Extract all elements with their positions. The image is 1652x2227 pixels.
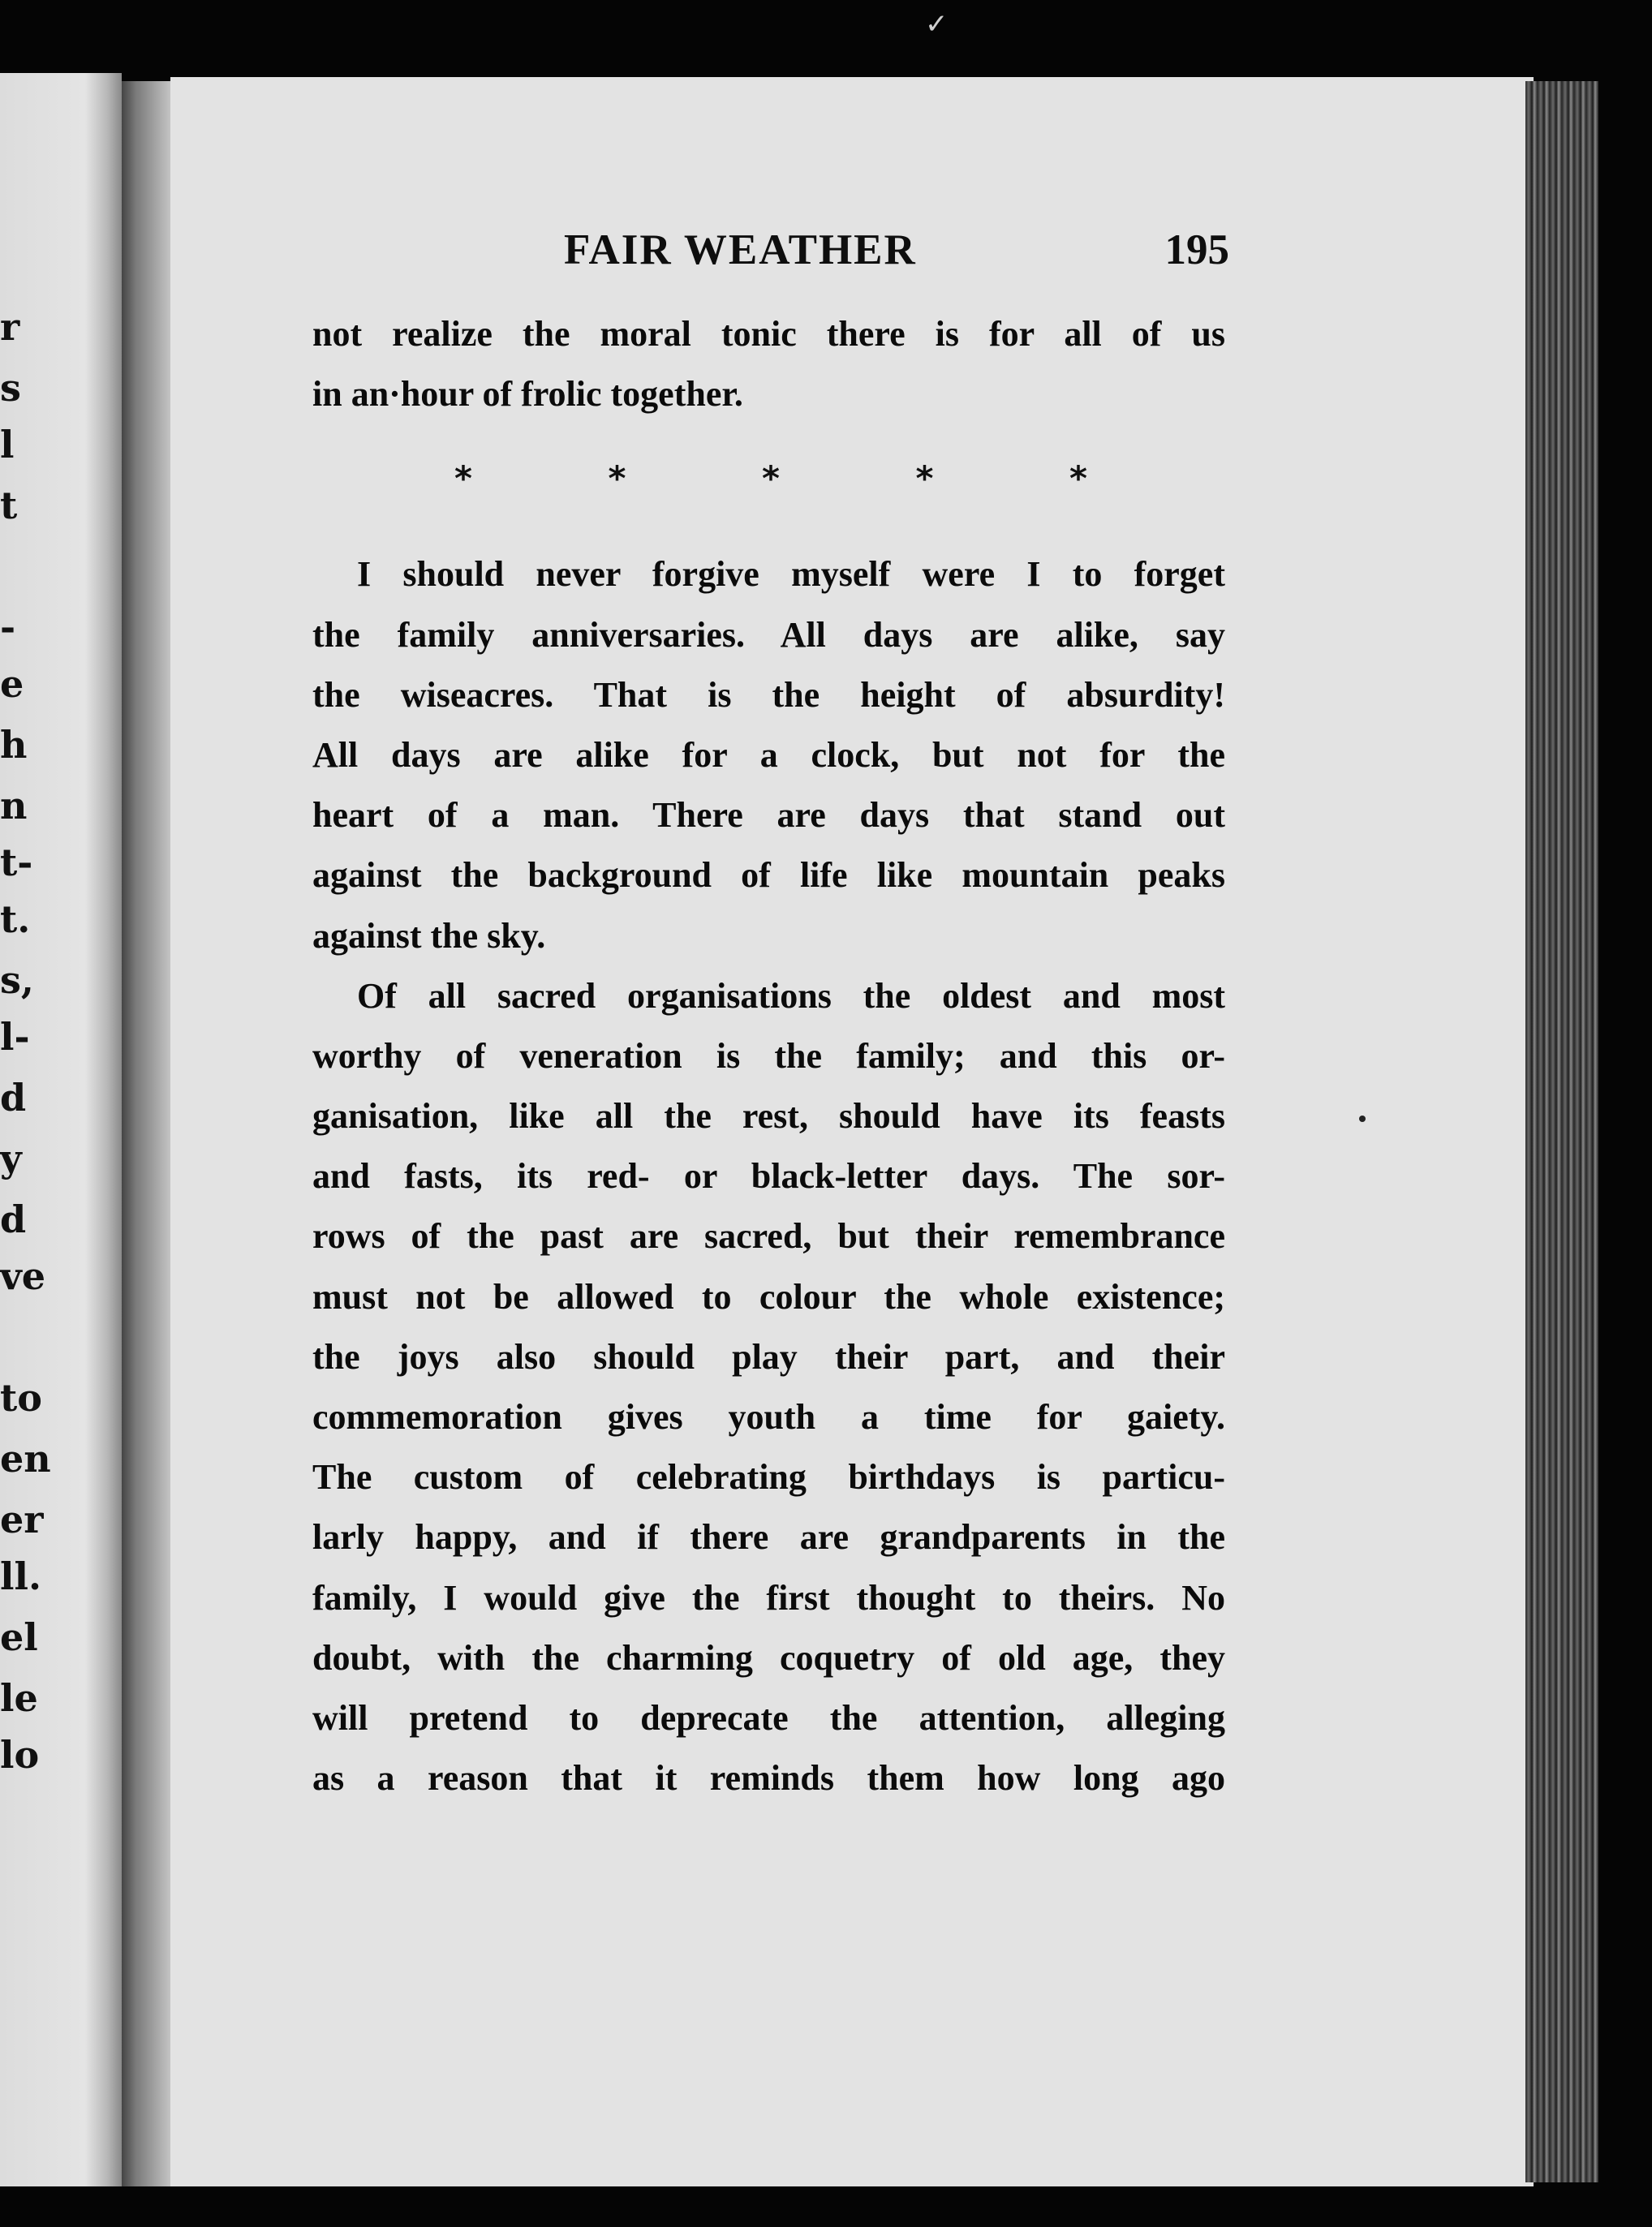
text-line: not realize the moral tonic there is for all of us [312,314,1225,354]
fragment: le [0,1676,38,1720]
text-line: heart of a man. There are days that stand out [312,795,1225,836]
text-line: commemoration gives youth a time for gaiety. [312,1397,1225,1437]
text-line: must not be allowed to colour the whole existence; [312,1276,1225,1317]
text-line: will pretend to deprecate the attention, alleging [312,1697,1225,1738]
text-line: worthy of veneration is the family; and this or- [312,1035,1225,1076]
fragment: s [0,366,21,410]
body-text [312,304,1225,1808]
asterisk: * [915,458,934,498]
fragment: d [0,1076,27,1120]
fragment: t [0,484,18,527]
fragment: t- [0,840,33,884]
text-line: The custom of celebrating birthdays is particu- [312,1457,1225,1498]
text-line: family, I would give the first thought to theirs. No [312,1577,1225,1618]
page-header [312,226,1229,282]
text-line: against the background of life like mountain peaks [312,855,1225,896]
fragment: s, [0,958,34,1002]
fragment: e [0,662,24,706]
text-line: doubt, with the charming coquetry of old age, they [312,1637,1225,1678]
text-line: ganisation, like all the rest, should have its feasts [312,1096,1225,1137]
page-stack-edge [1525,81,1598,2182]
fragment: to [0,1376,42,1420]
fragment: er [0,1498,44,1541]
fragment: ve [0,1254,45,1298]
fragment: ll. [0,1554,41,1598]
text-line: larly happy, and if there are grandparents in the [312,1517,1225,1558]
fragment: y [0,1137,22,1180]
text-line: in an·hour of frolic together. [312,374,743,415]
text-line: as a reason that it reminds them how long ago [312,1758,1225,1799]
fragment: d [0,1197,27,1241]
section-break-spacer [312,424,1225,544]
fragment: lo [0,1733,40,1777]
text-line: and fasts, its red- or black-letter days. The sor- [312,1156,1225,1197]
fragment: r [0,305,20,349]
fragment: h [0,723,28,767]
text-line: rows of the past are sacred, but their remembrance [312,1216,1225,1257]
fragment: n [0,784,28,828]
fragment: el [0,1615,38,1659]
text-line: I should never forgive myself were I to forget [357,554,1225,595]
fragment: t. [0,897,31,941]
asterisk: * [454,458,472,498]
scan-check-mark: ✓ [925,8,949,41]
text-line: the family anniversaries. All days are alike, say [312,614,1225,655]
asterisk: * [1069,458,1087,498]
fragment: l [0,423,15,466]
fragment: en [0,1437,51,1481]
text-line: the wiseacres. That is the height of absurdity! [312,674,1225,715]
page-number: 195 [1164,226,1229,273]
fragment: l- [0,1015,30,1059]
scan-speck [1359,1116,1366,1122]
text-line: the joys also should play their part, and their [312,1336,1225,1377]
running-title: FAIR WEATHER [564,226,917,273]
asterisk: * [762,458,780,498]
asterisk: * [608,458,626,498]
text-line: All days are alike for a clock, but not for the [312,734,1225,775]
previous-page-edge [0,73,122,2186]
text-line: against the sky. [312,915,546,956]
text-line: Of all sacred organisations the oldest and most [357,975,1225,1016]
fragment: - [0,605,16,649]
